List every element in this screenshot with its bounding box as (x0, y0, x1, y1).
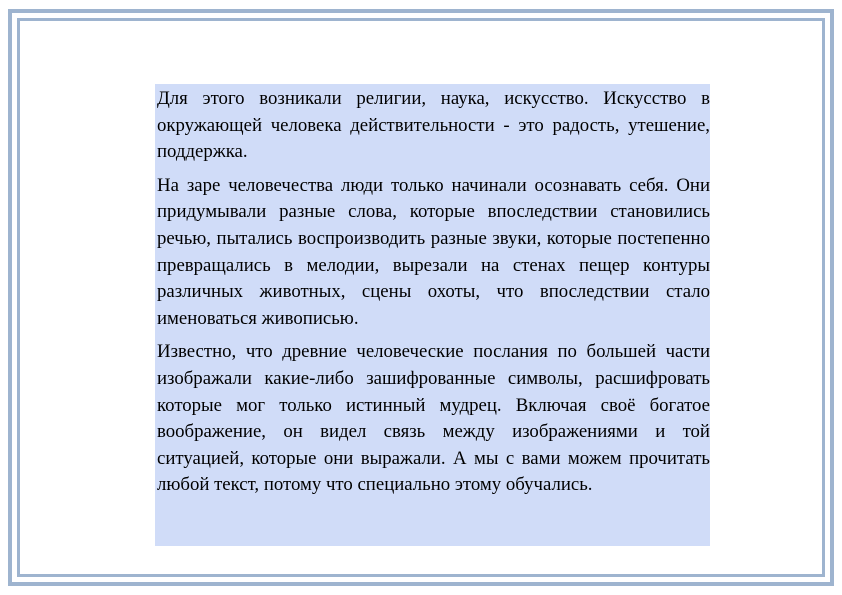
paragraph-religion-science-art: Для этого возникали религии, наука, искусство. Искусство в окружающей человека действительности - это радость, утешение, поддержка. (157, 88, 710, 163)
paragraph-dawn-of-humanity: На заре человечества люди только начинали осознавать себя. Они придумывали разные слова, которые впоследствии становились речью, пытались воспроизводить разные звуки, которые постепенно превращались в мелодии, вырезали на стенах пещер контуры различных животных, сцены охоты, что впоследствии стало именоваться живописью. (157, 174, 710, 329)
text-block (155, 84, 710, 546)
paragraph-ancient-messages: Известно, что древние человеческие послания по большей части изображали какие-либо зашифрованные символы, расшифровать которые мог только истинный мудрец. Включая своё богатое воображение, он видел связь между изображениями и той ситуацией, которые они выражали. А мы с вами можем прочитать любой текст, потому что специально этому обучались. (157, 341, 710, 496)
